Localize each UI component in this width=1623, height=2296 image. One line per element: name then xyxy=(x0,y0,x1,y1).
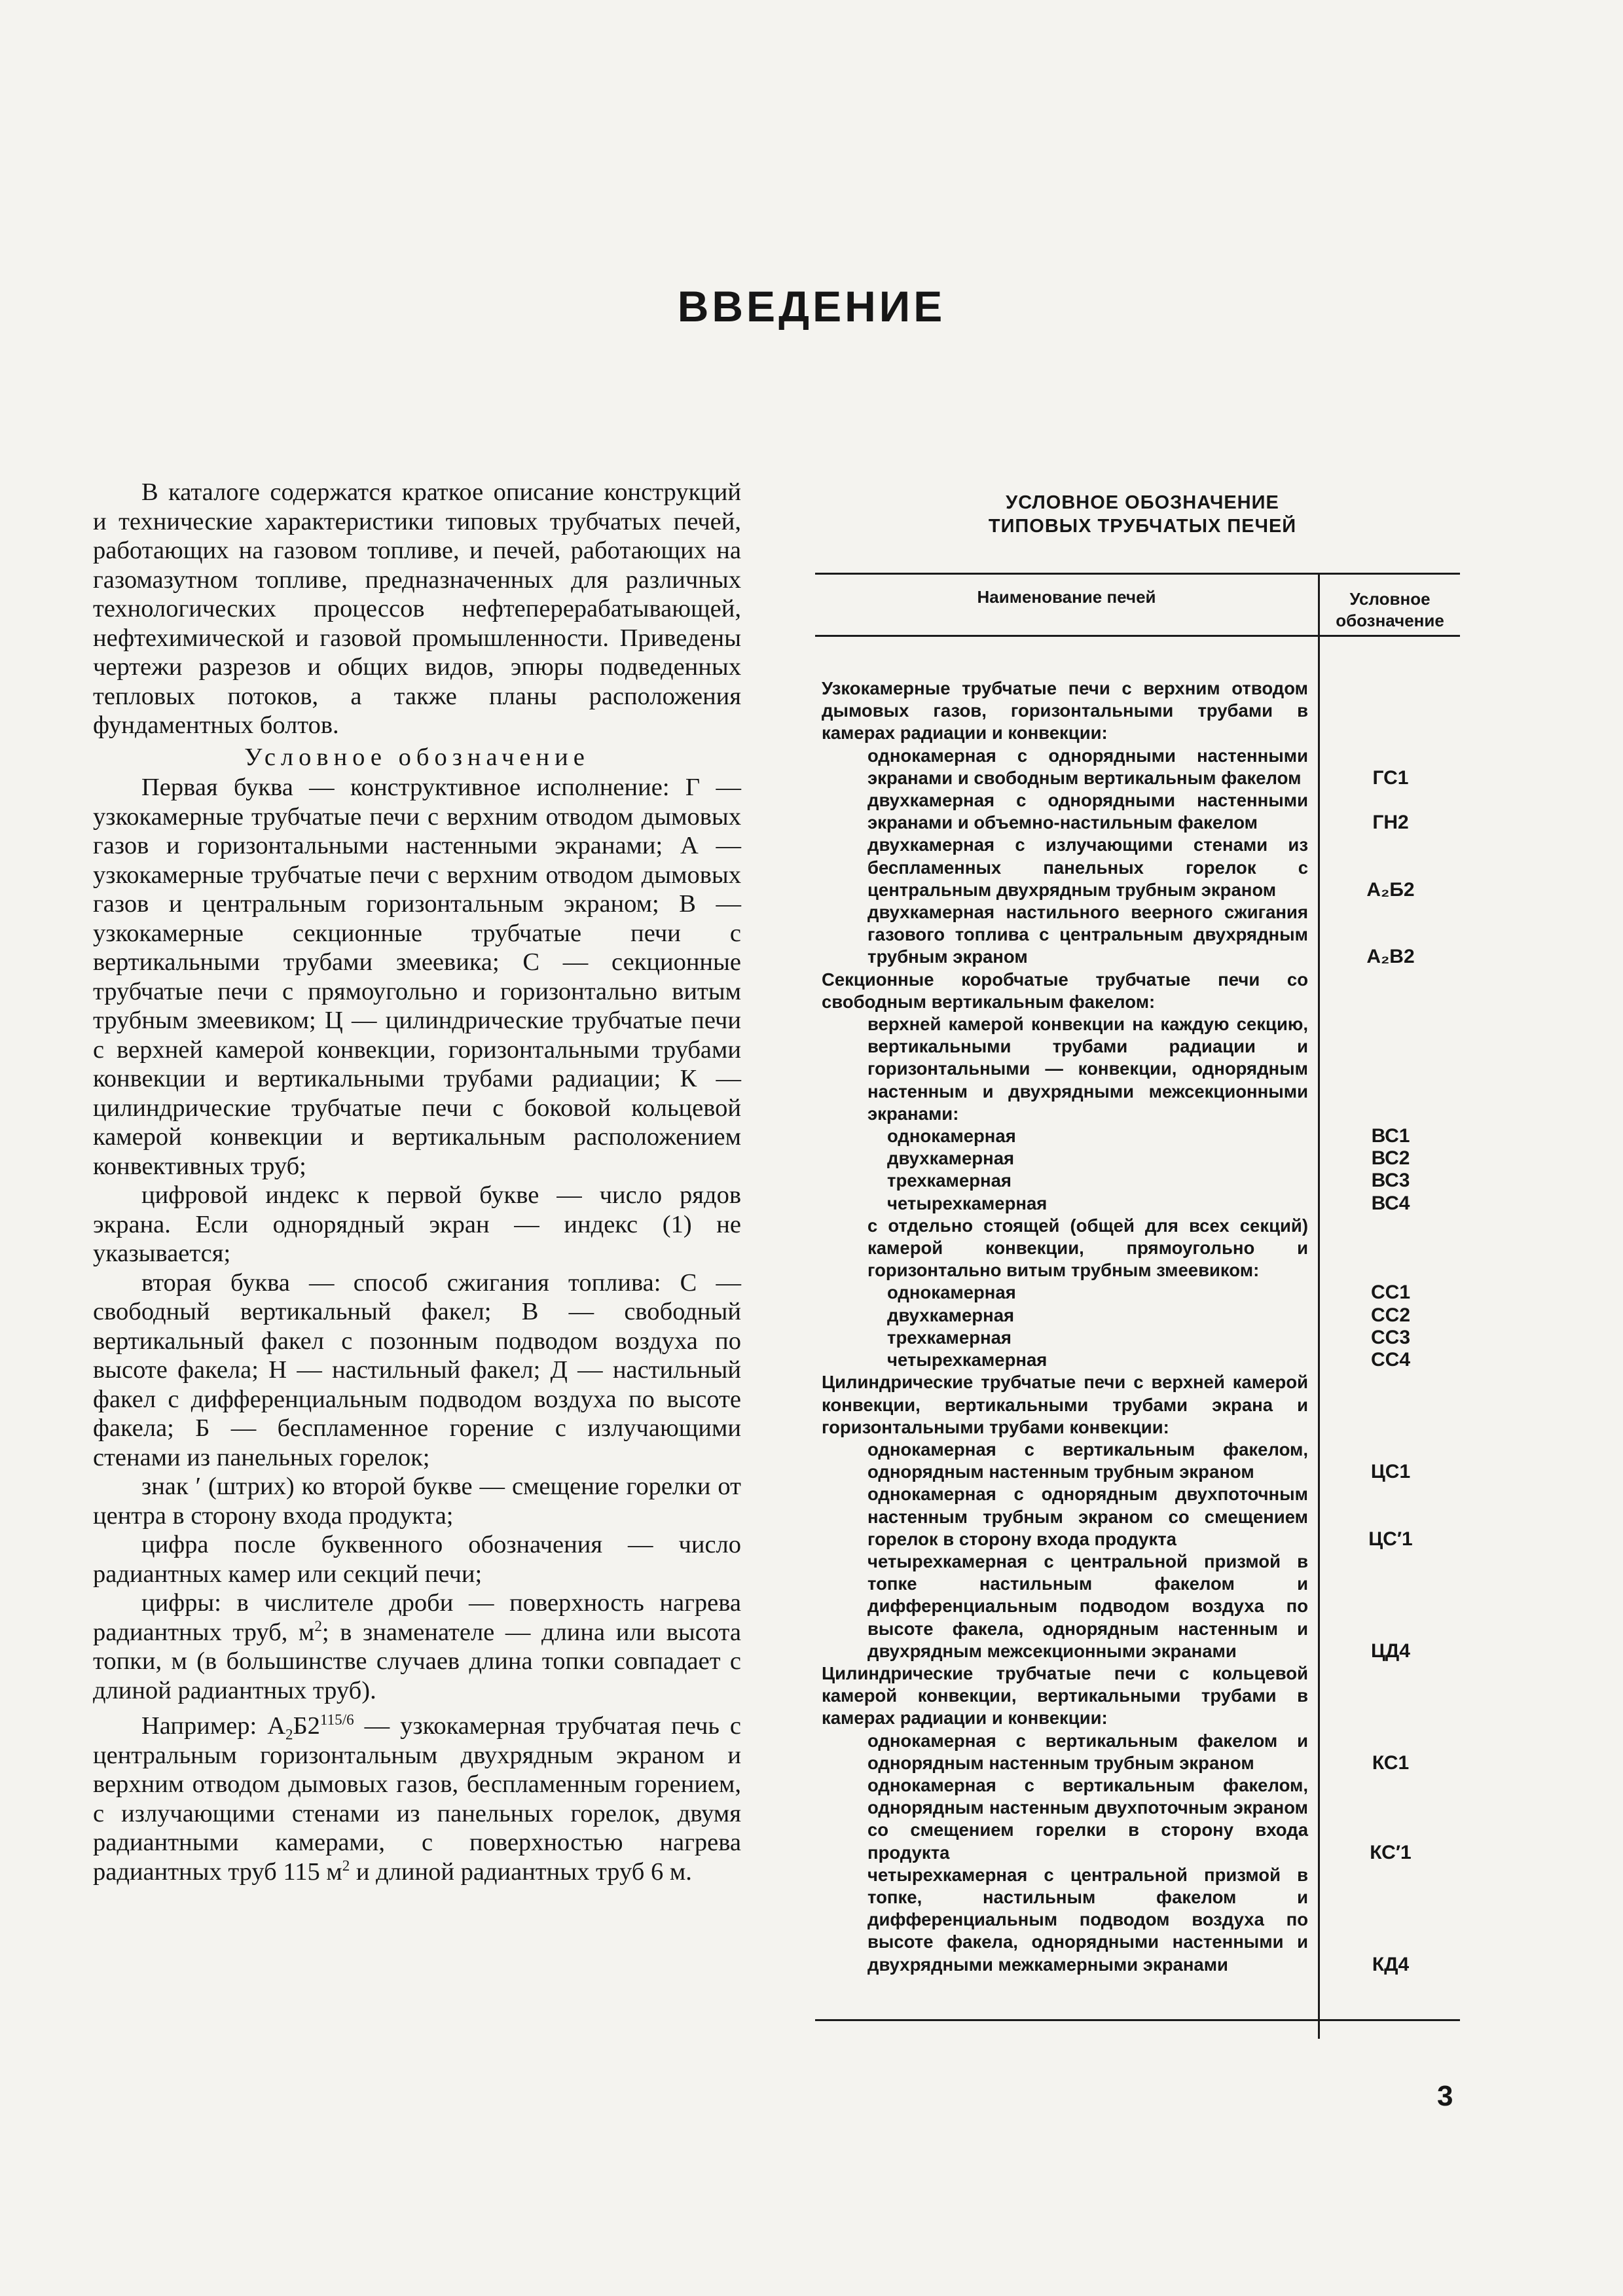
table-row xyxy=(815,1483,1460,1551)
row-code: КД4 xyxy=(1372,1953,1410,1975)
example-text-d: и длиной радиантных труб 6 м. xyxy=(350,1857,692,1886)
table-row xyxy=(815,969,1460,1013)
table-row xyxy=(815,1327,1460,1349)
table-row xyxy=(815,1282,1460,1304)
table-row xyxy=(815,1864,1460,1976)
intro-paragraph-digit-index: цифровой индекс к первой букве — число рядов экрана. Если однорядный экран — индекс (1) не указывается; xyxy=(93,1181,741,1267)
example-m2-superscript: 2 xyxy=(342,1856,350,1874)
row-name: верхней камерой конвекции на каждую секцию, вертикальными трубами радиации и горизонтальными — конвекции, однорядным настенным и двухрядными межсекционными экранами: xyxy=(867,1014,1308,1124)
row-name: четырехкамерная xyxy=(887,1350,1048,1371)
intro-paragraph-prime-sign: знак ′ (штрих) ко второй букве — смещение горелки от центра в сторону входа продукта; xyxy=(93,1473,741,1530)
table-header-rule xyxy=(815,635,1460,637)
example-text-b: Б2 xyxy=(293,1712,320,1740)
row-name: однокамерная xyxy=(887,1282,1016,1303)
example-text-a: Например: А xyxy=(141,1712,286,1740)
intro-paragraph-1: В каталоге содержатся краткое описание конструкций и технические характеристики типовых трубчатых печей, работающих на газовом топливе, и печей, работающих на газомазутном топливе, предназначенных для различных технологических процессов нефтеперерабатывающей, нефтехимической и газовой промышленности. Приведены чертежи разрезов и общих видов, эпюры подведенных тепловых потоков, а также планы расположения фундаментных болтов. xyxy=(93,478,741,739)
example-subscript: 2 xyxy=(285,1725,293,1743)
row-name: однокамерная с однорядным двухпоточным настенным трубным экраном со смещением горелок в сторону входа продукта xyxy=(867,1484,1308,1549)
row-name: Цилиндрические трубчатые печи с кольцевой камерой конвекции, вертикальными трубами в камерах радиации и конвекции: xyxy=(822,1662,1308,1729)
example-fraction: 115/6 xyxy=(319,1711,354,1729)
table-body xyxy=(815,677,1460,1976)
row-code: ГН2 xyxy=(1372,812,1409,834)
table-row xyxy=(815,1730,1460,1774)
row-code: СС1 xyxy=(1370,1282,1410,1304)
row-code: КС1 xyxy=(1372,1751,1410,1774)
table-row xyxy=(815,901,1460,969)
table-row xyxy=(815,834,1460,901)
table-row xyxy=(815,1170,1460,1192)
row-name: четырехкамерная xyxy=(887,1193,1048,1213)
table-row xyxy=(815,1215,1460,1282)
row-name: трехкамерная xyxy=(887,1327,1012,1348)
intro-paragraph-fraction-digits xyxy=(93,1588,741,1705)
row-code: ЦС′1 xyxy=(1368,1528,1413,1550)
table-row xyxy=(815,1551,1460,1662)
table-top-rule xyxy=(815,573,1460,575)
row-name: четырехкамерная с центральной призмой в топке, настильным факелом и дифференциальным подводом воздуха по высоте факела, однорядными настенными и двухрядными межкамерными экранами xyxy=(867,1864,1308,1975)
row-name: Цилиндрические трубчатые печи с верхней камерой конвекции, вертикальными трубами экрана и горизонтальными трубами конвекции: xyxy=(822,1372,1308,1437)
table-row xyxy=(815,1147,1460,1170)
table-title-line-2: ТИПОВЫХ ТРУБЧАТЫХ ПЕЧЕЙ xyxy=(988,516,1297,537)
table-row xyxy=(815,1125,1460,1147)
intro-paragraph-first-letter: Первая буква — конструктивное исполнение: Г — узкокамерные трубчатые печи с верхним отводом дымовых газов и горизонтальными настенными экранами; А — узкокамерные трубчатые печи с верхним отводом дымовых газов и центральным горизонтальным экраном; В — узкокамерные секционные трубчатые печи с вертикальными трубами змеевика; С — секционные трубчатые печи с прямоугольно и горизонтально витым трубным змеевиком; Ц — цилиндрические трубчатые печи с верхней камерой конвекции, горизонтальными трубами конвекции и вертикальными трубами радиации; К — цилиндрические трубчатые печи с боковой кольцевой камерой конвекции и вертикальным расположением конвективных труб; xyxy=(93,774,741,1180)
intro-paragraph-example xyxy=(93,1712,741,1886)
intro-text-column xyxy=(93,478,741,1886)
row-code: ВС1 xyxy=(1371,1125,1410,1147)
table-row xyxy=(815,677,1460,745)
row-code: КС′1 xyxy=(1370,1841,1412,1863)
row-code: ВС2 xyxy=(1371,1147,1410,1170)
table-row xyxy=(815,1193,1460,1215)
row-code: ЦС1 xyxy=(1370,1461,1411,1483)
row-name: однокамерная с вертикальным факелом и однорядным настенным трубным экраном xyxy=(867,1730,1308,1773)
table-row xyxy=(815,1304,1460,1327)
row-code: ЦД4 xyxy=(1371,1640,1410,1662)
row-name: двухкамерная с однорядными настенными экранами и объемно-настильным факелом xyxy=(867,790,1308,833)
row-code: ВС4 xyxy=(1371,1192,1410,1214)
fraction-text-b: ; в знаменателе — длина или высота топки, м (в большинстве случаев длина топки совпадает с длиной радиантных труб). xyxy=(93,1618,741,1704)
table-title-line-1: УСЛОВНОЕ ОБОЗНАЧЕНИЕ xyxy=(1006,492,1279,513)
table-row xyxy=(815,1774,1460,1864)
column-header-code-line-2: обозначение xyxy=(1336,611,1444,630)
intro-paragraph-second-letter: вторая буква — способ сжигания топлива: С — свободный вертикальный факел; В — свободный вертикальный факел с позонным подводом воздуха по высоте факела; Н — настильный факел; Д — настильный факел с дифференциальным подводом воздуха по высоте факела; Б — беспламенное горение с излучающими стенами из панельных горелок; xyxy=(93,1268,741,1471)
row-name: двухкамерная xyxy=(887,1148,1015,1169)
table-row xyxy=(815,1349,1460,1371)
example-text-c: — узкокамерная трубчатая печь с центральным горизонтальным двухрядным экраном и верхним отводом дымовых газов, беспламенным горением, с излучающими стенами из панельных горелок, двумя радиантными камерами, с поверхностью нагрева радиантных труб 115 м xyxy=(93,1712,741,1886)
row-code: СС2 xyxy=(1370,1304,1410,1326)
table-row xyxy=(815,789,1460,834)
table-row xyxy=(815,1439,1460,1483)
row-code: А₂Б2 xyxy=(1366,878,1415,901)
column-header-name: Наименование печей xyxy=(977,587,1156,607)
row-name: однокамерная xyxy=(887,1126,1016,1147)
table-row xyxy=(815,1662,1460,1730)
column-header-code xyxy=(1320,588,1460,632)
table-row xyxy=(815,1371,1460,1439)
row-name: с отдельно стоящей (общей для всех секций) камерой конвекции, прямоугольно и горизонтально витым трубным змеевиком: xyxy=(867,1215,1308,1281)
row-name: Узкокамерные трубчатые печи с верхним отводом дымовых газов, горизонтальными трубами в камерах радиации и конвекции: xyxy=(822,678,1308,744)
row-name: четырехкамерная с центральной призмой в топке настильным факелом и дифференциальным подводом воздуха по высоте факела, однорядным настенным и двухрядным межсекционными экранами xyxy=(867,1551,1308,1661)
row-name: однокамерная с однорядными настенными экранами и свободным вертикальным факелом xyxy=(867,745,1308,788)
row-code: СС4 xyxy=(1370,1349,1410,1371)
m2-superscript: 2 xyxy=(314,1617,322,1634)
row-code: СС3 xyxy=(1370,1326,1410,1348)
row-code: ВС3 xyxy=(1371,1170,1410,1192)
row-name: двухкамерная с излучающими стенами из беспламенных панельных горелок с центральным двухрядным трубным экраном xyxy=(867,834,1308,900)
designation-subheading: Условное обозначение xyxy=(244,743,590,771)
row-name: двухкамерная xyxy=(887,1304,1015,1325)
table-row xyxy=(815,745,1460,789)
fraction-text-a: цифры: в числителе дроби — поверхность нагрева радиантных труб, м xyxy=(93,1589,741,1646)
designation-table xyxy=(815,573,1460,2039)
intro-paragraph-chamber-count: цифра после буквенного обозначения — число радиантных камер или секций печи; xyxy=(93,1531,741,1588)
row-name: однокамерная с вертикальным факелом, однорядным настенным трубным экраном xyxy=(867,1439,1308,1482)
table-row xyxy=(815,1013,1460,1125)
table-bottom-rule xyxy=(815,2019,1460,2021)
table-title xyxy=(818,491,1467,538)
row-name: Секционные коробчатые трубчатые печи со свободным вертикальным факелом: xyxy=(822,969,1308,1012)
page-number: 3 xyxy=(1437,2080,1453,2112)
column-header-code-line-1: Условное xyxy=(1349,589,1431,609)
page-title: ВВЕДЕНИЕ xyxy=(677,282,946,331)
row-name: однокамерная с вертикальным факелом, однорядным настенным двухпоточным экраном со смещением горелки в сторону входа продукта xyxy=(867,1774,1308,1863)
row-code: А₂В2 xyxy=(1366,946,1415,968)
row-name: двухкамерная настильного веерного сжигания газового топлива с центральным двухрядным трубным экраном xyxy=(867,902,1308,967)
row-code: ГС1 xyxy=(1372,766,1409,789)
row-name: трехкамерная xyxy=(887,1170,1012,1191)
